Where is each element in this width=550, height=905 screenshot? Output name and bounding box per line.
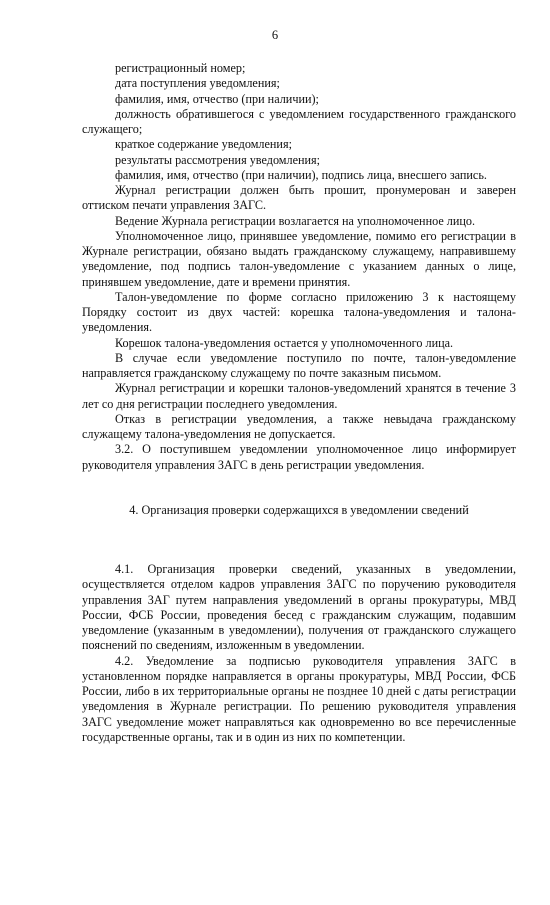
section-4-heading: 4. Организация проверки содержащихся в уведомлении сведений	[129, 502, 469, 517]
paragraph-journal-maintenance: Ведение Журнала регистрации возлагается на уполномоченное лицо.	[115, 213, 476, 228]
document-body	[82, 61, 516, 745]
paragraph-storage-period: Журнал регистрации и корешки талонов-уведомлений хранятся в течение 3 лет со дня регистрации последнего уведомления.	[82, 381, 516, 411]
page-number: 6	[271, 28, 279, 42]
paragraph-3-2: 3.2. О поступившем уведомлении уполномоченное лицо информирует руководителя управления ЗАГС в день регистрации уведомления.	[82, 442, 516, 472]
paragraph-receipt-issuance: Уполномоченное лицо, принявшее уведомление, помимо его регистрации в Журнале регистрации, обязано выдать гражданскому служащему, направившему уведомление, под подпись талон-уведомление с указанием данных о лице, принявшем уведомление, дате и времени принятия.	[82, 228, 516, 289]
paragraph-receipt-form: Талон-уведомление по форме согласно приложению 3 к настоящему Порядку состоит из двух частей: корешка талона-уведомления и талона-уведомления.	[82, 289, 516, 335]
list-item-position: должность обратившегося с уведомлением государственного гражданского служащего;	[82, 106, 516, 136]
paragraph-journal-binding: Журнал регистрации должен быть прошит, пронумерован и заверен оттиском печати управления ЗАГС.	[82, 183, 516, 213]
list-item-receipt-date: дата поступления уведомления;	[115, 76, 280, 91]
list-item-full-name: фамилия, имя, отчество (при наличии);	[115, 91, 319, 106]
list-item-recorder-signature: фамилия, имя, отчество (при наличии), подпись лица, внесшего запись.	[115, 167, 487, 182]
paragraph-stub-retention: Корешок талона-уведомления остается у уполномоченного лица.	[115, 335, 454, 350]
list-item-summary: краткое содержание уведомления;	[115, 137, 292, 152]
paragraph-4-1: 4.1. Организация проверки сведений, указанных в уведомлении, осуществляется отделом кадров управления ЗАГС по поручению руководителя управления ЗАГ путем направления уведомлений в органы прокуратуры, МВД России, ФСБ России, проведения бесед с гражданским служащим, подавшим уведомление (указанным в уведомлении), получения от гражданского служащего пояснений по сведениям, изложенным в уведомлении.	[82, 562, 516, 653]
list-item-registration-number: регистрационный номер;	[115, 61, 246, 75]
list-item-review-results: результаты рассмотрения уведомления;	[115, 152, 321, 167]
paragraph-4-2: 4.2. Уведомление за подписью руководителя управления ЗАГС в установленном порядке направляется в органы прокуратуры, МВД России, ФСБ России, либо в их территориальные органы не позднее 10 дней с даты регистрации уведомления в Журнале регистрации. По решению руководителя управления ЗАГС уведомление может направляться как одновременно во все перечисленные государственные органы, так и в один из них по компетенции.	[82, 653, 516, 744]
paragraph-refusal-prohibited: Отказ в регистрации уведомления, а также невыдача гражданскому служащему талона-уведомления не допускается.	[82, 411, 516, 441]
paragraph-mail-delivery: В случае если уведомление поступило по почте, талон-уведомление направляется гражданскому служащему по почте заказным письмом.	[82, 350, 516, 380]
